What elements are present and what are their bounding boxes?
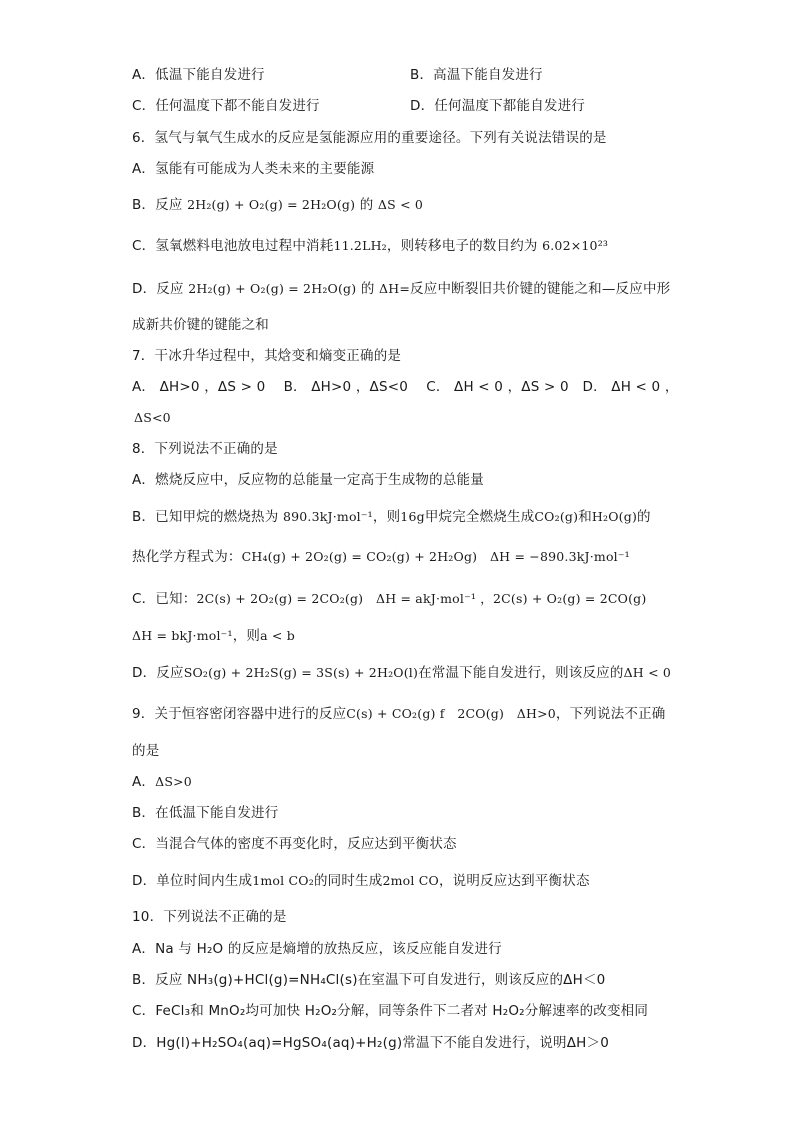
q8-b-h2o: H₂O(g)	[591, 509, 638, 524]
q8-d-equation: SO₂(g) + 2H₂S(g) = 3S(s) + 2H₂O(l)	[183, 665, 419, 680]
q8-b-mid: ，则	[372, 509, 401, 525]
q9-option-c: C．当混合气体的密度不再变化时，反应达到平衡状态	[132, 836, 457, 852]
q5-option-b: B．高温下能自发进行	[410, 67, 543, 83]
q9-d-m2: 2mol CO	[382, 873, 439, 888]
q9-a-math: ΔS>0	[155, 774, 192, 789]
q5-option-a: A．低温下能自发进行	[132, 67, 265, 83]
q10-option-b: B．反应 NH₃(g)+HCl(g)=NH₄Cl(s)在室温下可自发进行，则该反应的ΔH＜0	[132, 972, 606, 988]
q7-options-cont: ΔS<0	[134, 410, 171, 425]
q7-stem: 7．干冰升华过程中，其焓变和熵变正确的是	[132, 348, 402, 364]
q6-c-number: 6.02×10²³	[542, 238, 609, 253]
q8-b-co2: CO₂(g)	[534, 509, 579, 524]
q10-option-a: A．Na 与 H₂O 的反应是熵增的放热反应，该反应能自发进行	[132, 941, 502, 957]
q6-option-b	[132, 196, 423, 214]
q9-a-prefix: A．	[132, 774, 156, 790]
q9-stem-prefix: 9．关于恒容密闭容器中进行的反应	[132, 706, 347, 722]
q7-options: A． ΔH>0 ，ΔS > 0 B． ΔH>0 ，ΔS<0 C． ΔH < 0 ，ΔS > 0 D． ΔH < 0 ，	[132, 379, 679, 395]
q8-d-math: ΔH < 0	[623, 665, 672, 680]
q6-b-prefix: B．反应	[132, 197, 188, 213]
q8-b-prefix: B．已知甲烷的燃烧热为	[132, 509, 283, 525]
q8-b-cont-prefix: 热化学方程式为：	[132, 549, 242, 565]
q6-option-a: A．氢能有可能成为人类未来的主要能源	[132, 161, 375, 177]
q6-b-mid: 的	[355, 197, 378, 213]
q8-b-cont-equation: CH₄(g) + 2O₂(g) = CO₂(g) + 2H₂Og) ΔH = −890.3kJ·mol⁻¹	[241, 549, 630, 564]
q8-c-prefix: C．已知：	[132, 591, 197, 607]
q6-d-equation: 2H₂(g) + O₂(g) = 2H₂O(g)	[188, 281, 357, 296]
q5-option-c: C．任何温度下都不能自发进行	[132, 98, 320, 114]
q10-option-d: D．Hg(l)+H₂SO₄(aq)=HgSO₄(aq)+H₂(g)常温下不能自发进行，说明ΔH＞0	[132, 1035, 610, 1051]
q8-c-equation: 2C(s) + 2O₂(g) = 2CO₂(g) ΔH = akJ·mol⁻¹ ，2C(s) + O₂(g) = 2CO(g)	[196, 591, 647, 606]
q6-b-equation: 2H₂(g) + O₂(g) = 2H₂O(g)	[187, 197, 356, 212]
q8-option-b-cont	[132, 548, 630, 566]
q9-d-prefix: D．单位时间内生成	[132, 873, 253, 889]
q6-c-mid: ，则转移电子的数目约为	[386, 238, 543, 254]
q8-option-d	[132, 664, 671, 682]
q5-option-d: D．任何温度下都能自发进行	[410, 98, 585, 114]
q8-option-b	[132, 508, 651, 526]
q8-c-cont-equation: ΔH = bkJ·mol⁻¹	[132, 628, 233, 643]
q6-c-prefix: C．氢氧燃料电池放电过程中消耗	[132, 238, 334, 254]
q8-d-mid: 在常温下能自发进行，则该反应的	[418, 665, 624, 681]
q9-option-b: B．在低温下能自发进行	[132, 805, 279, 821]
q9-d-post: ，说明反应达到平衡状态	[438, 873, 590, 889]
q9-stem-equation: C(s) + CO₂(g) f 2CO(g) ΔH>0	[346, 706, 556, 721]
q9-stem-post: ，下列说法不正确	[555, 706, 666, 722]
q8-option-a: A．燃烧反应中，反应物的总能量一定高于生成物的总能量	[132, 472, 484, 488]
q8-b-and: 和	[578, 509, 592, 525]
q9-d-m1: 1mol CO₂	[252, 873, 314, 888]
q6-c-value: 11.2LH₂	[333, 238, 387, 253]
q8-option-c-cont	[132, 627, 295, 645]
q8-b-mass: 16g	[400, 509, 425, 524]
q6-option-c	[132, 237, 608, 255]
q8-b-end: 的	[637, 509, 651, 525]
q9-option-a	[132, 773, 192, 791]
q8-c-cont-math: a < b	[260, 628, 295, 643]
q6-option-d	[132, 280, 670, 298]
q10-stem: 10．下列说法不正确的是	[132, 909, 287, 925]
q6-d-math: ΔH=	[379, 281, 411, 296]
q6-d-prefix: D．反应	[132, 281, 189, 297]
q8-stem: 8．下列说法不正确的是	[132, 441, 278, 457]
q6-d-post: 反应中断裂旧共价键的键能之和—反应中形	[410, 281, 671, 297]
q9-option-d	[132, 872, 590, 890]
q8-c-cont-mid: ，则	[232, 628, 261, 644]
q6-d-mid: 的	[356, 281, 380, 297]
q8-d-prefix: D．反应	[132, 665, 184, 681]
q8-b-mid2: 甲烷完全燃烧生成	[424, 509, 535, 525]
q8-option-c	[132, 590, 646, 608]
q6-stem: 6．氢气与氧气生成水的反应是氢能源应用的重要途径。下列有关说法错误的是	[132, 130, 607, 146]
q6-b-math: ΔS < 0	[377, 197, 424, 212]
q6-option-d-cont: 成新共价键的键能之和	[132, 317, 269, 333]
q8-b-value: 890.3kJ·mol⁻¹	[282, 509, 373, 524]
q9-stem-cont: 的是	[132, 743, 160, 759]
q9-stem	[132, 705, 666, 723]
q10-option-c: C．FeCl₃和 MnO₂均可加快 H₂O₂分解，同等条件下二者对 H₂O₂分解速率的改变相同	[132, 1003, 649, 1019]
q9-d-mid: 的同时生成	[313, 873, 383, 889]
